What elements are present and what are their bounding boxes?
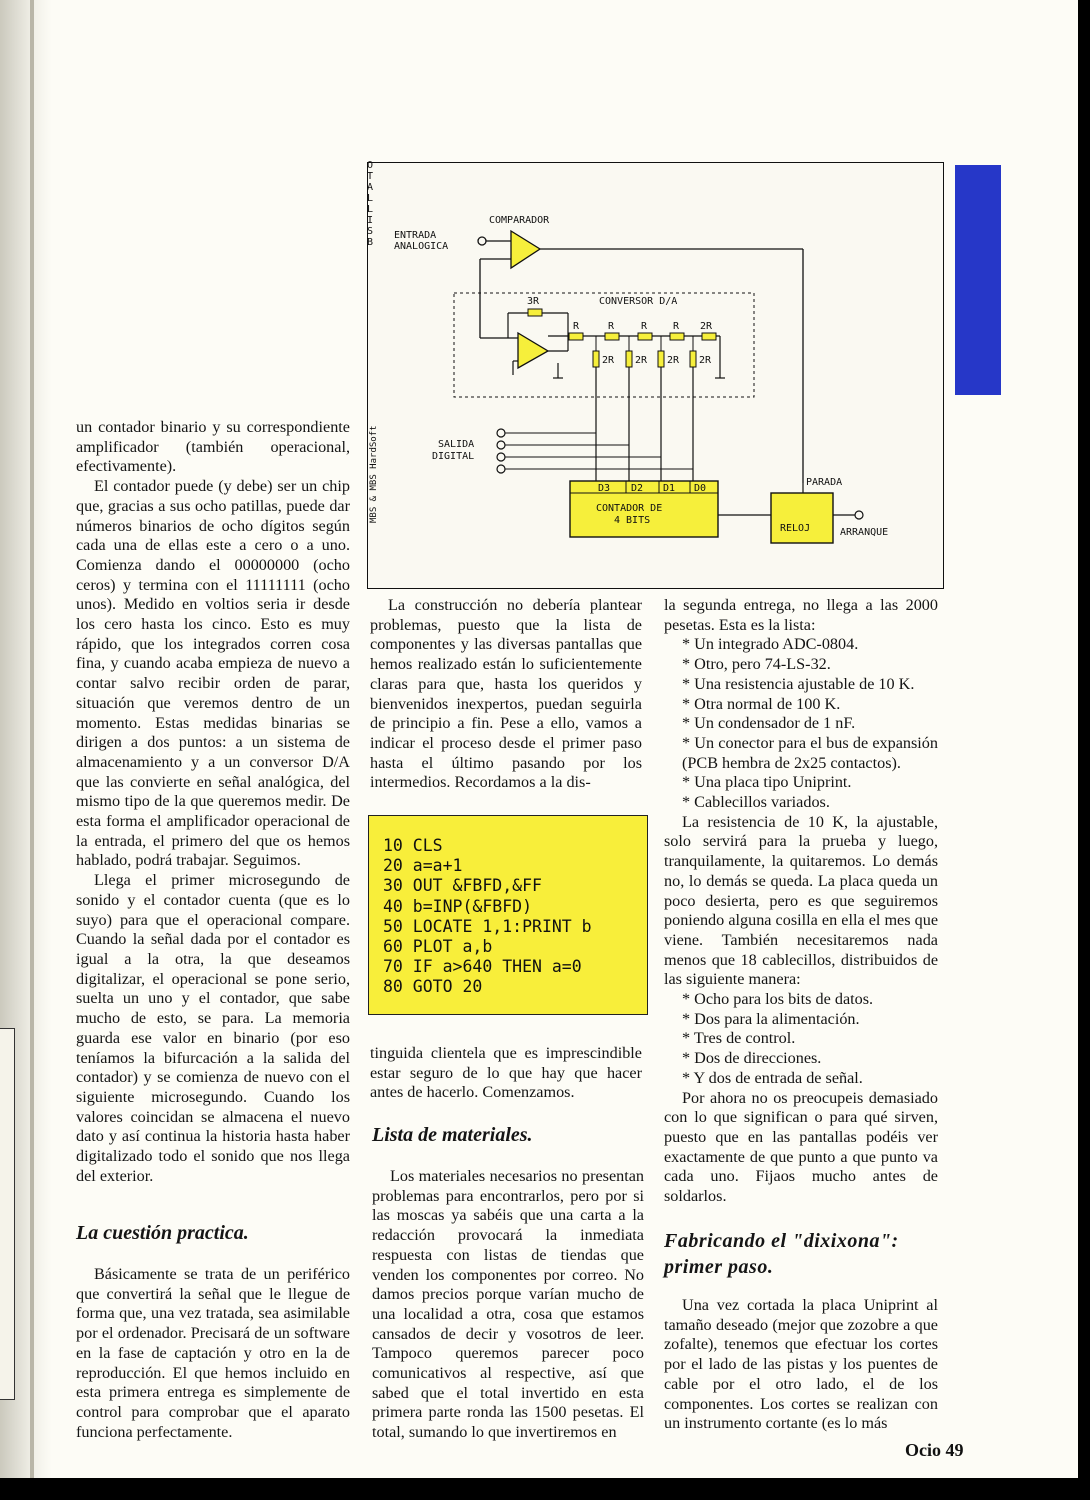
input-label-1: ENTRADA (394, 230, 437, 241)
section-a-body (76, 1265, 350, 1442)
r2-shunt-label: 2R (602, 355, 615, 366)
facing-page-box (0, 1028, 15, 1400)
paragraph: La construcción no debería plantear problemas, puesto que la lista de componentes y las diversas pantallas que hemos realizado están lo suficientemente claras para que, hasta los queridos y bienvenidos inexpertos, puedan seguirla de principio a fin. Pese a ello, vamos a indicar el proceso desde el primer paso hasta el último pasando por los intermedios. Recordamos a la dis- (370, 596, 642, 792)
list-item: * Un integrado ADC-0804. (682, 635, 859, 654)
wires-list (664, 990, 938, 1089)
section-heading: La cuestión practica. (76, 1222, 249, 1244)
r-label: R (641, 321, 648, 332)
paragraph: tinguida clientela que es imprescindible estar seguro de lo que hay que hacer antes de hacerlo. Comenzamos. (370, 1044, 642, 1102)
r-label: R (608, 321, 615, 332)
dac-box (454, 293, 754, 397)
code-line: 80 GOTO 20 (383, 977, 483, 997)
r3-label: 3R (527, 296, 540, 307)
counter-label-2: 4 BITS (614, 515, 651, 526)
resistor-r (638, 333, 652, 340)
list-item: * Dos de direcciones. (682, 1049, 822, 1068)
diagram-credit: OTALLIS B (367, 160, 374, 248)
resistor-3r (528, 309, 542, 316)
adc-block-diagram (367, 162, 944, 589)
scan-border-bottom (0, 1478, 1090, 1500)
paragraph: Llega el primer microsegundo de sonido y el contador cuenta (que es lo suyo) para que el operacional compare. Cuando la señal dada por el contador es igual a la otra, la que deseamos digitalizar, el operacional se pone serio, suelta un uno y el contador, que sabe mucho de esto, se para. La memoria guarda ese valor en binario (por eso teníamos la bifurcación a la salida del contador) y se comienza de nuevo con el siguiente microsegundo. Cuando los valores coincidan se almacena el nuevo dato y así continua la historia hasta haber digitalizado todo el sonido que nos llega del exterior. (76, 871, 350, 1185)
input-terminal (478, 237, 486, 245)
code-line: 20 a=a+1 (383, 856, 463, 876)
page-folio: Ocio 49 (905, 1440, 964, 1460)
code-line: 60 PLOT a,b (383, 937, 493, 957)
code-line: 50 LOCATE 1,1:PRINT b (383, 916, 592, 936)
column-2 (370, 596, 642, 793)
column-3 (664, 596, 938, 1207)
resistor-2r (702, 333, 716, 340)
materials-list (664, 635, 938, 812)
digital-output-terminals (497, 429, 693, 473)
clock-label: RELOJ (780, 523, 811, 534)
code-line: 10 CLS (383, 836, 443, 855)
paragraph: Básicamente se trata de un periférico que convertirá la señal que le llegue de forma que, una vez tratada, sea asimilable por el ordenador. Precisará de un software en la fase de captación y otro en la de reproducción. El que hemos incluido en esta primera entrega es simplemente de control para comprobar que el aparato funciona perfectamente. (76, 1265, 350, 1441)
comparator-symbol (511, 231, 540, 268)
list-item: * Una resistencia ajustable de 10 K. (682, 674, 915, 693)
list-item: * Cablecillos variados. (682, 793, 830, 812)
output-label-1: SALIDA (438, 439, 475, 450)
start-label: ARRANQUE (840, 527, 889, 538)
r-label: R (573, 321, 580, 332)
clock-block (771, 493, 833, 543)
section-a (76, 1222, 350, 1441)
column-2-continued (370, 1044, 642, 1103)
d0-label: D0 (694, 483, 707, 494)
scan-border-right (1078, 0, 1090, 1500)
code-line: 70 IF a>640 THEN a=0 (383, 957, 582, 977)
section-heading: Fabricando el "dixixona": primer paso. (664, 1230, 899, 1278)
d3-label: D3 (598, 483, 611, 494)
section-c-body (664, 1296, 938, 1434)
list-item: * Y dos de entrada de señal. (682, 1068, 863, 1087)
output-label-2: DIGITAL (432, 451, 475, 462)
dac-amplifier-symbol (518, 333, 548, 368)
paragraph: la segunda entrega, no llega a las 2000 pesetas. Esta es la lista: (664, 596, 938, 634)
r2-shunt-label: 2R (635, 355, 648, 366)
section-b-body (372, 1167, 644, 1443)
r2-label: 2R (700, 321, 713, 332)
input-label-2: ANALOGICA (394, 241, 449, 252)
paragraph: Por ahora no os preocupeis demasiado con lo que significan o para qué sirven, puesto que en las pantallas podéis ver exactamente de que punto a que punto va cada uno. Fijaos mucho antes de soldarlos. (664, 1088, 938, 1206)
basic-listing (368, 815, 648, 1015)
section-color-tab (955, 165, 1001, 395)
counter-label-1: CONTADOR DE (596, 503, 663, 514)
paragraph: La resistencia de 10 K, la ajustable, solo servirá para la prueba y luego, tranquilamente, la quitaremos. Lo demás no, lo demás se queda. La placa queda un poco desierta, pero es que seguiremos poniendo alguna cosilla en ella el mes que viene. También necesitaremos nada menos que 18 cablecillos, distribuidos de las siguiente manera: (664, 812, 938, 989)
diagram-credit-2: MBS & MBS HardSoft (369, 425, 379, 523)
r2-shunt-label: 2R (667, 355, 680, 366)
list-item: * Dos para la alimentación. (682, 1009, 860, 1028)
paragraph: El contador puede (y debe) ser un chip que, gracias a sus ocho patillas, puede dar números binarios de ocho dígitos según cada una de ellas este a cero o a uno. Comienza dando el 00000000 (ocho ceros) y termina con el 11111111 (ocho unos). Medido en voltios seria ir desde los cero hasta los cinco. Esto es muy rápido, que los integrados corren cosa fina, y cuando acaba empieza de nuevo a contar salvo recibir orden de parar, situación que veremos dentro de un momento. Estas medidas binarias se dirigen a dos puntos: a un sistema de almacenamiento y a un conversor D/A que las convierte en señal analógica, del mismo tipo de la que queremos medir. De esta forma el amplificador operacional de la entrada, el primero del que os hemos hablado, podrá trabajar. Seguimos. (76, 477, 350, 870)
resistor-r (605, 333, 619, 340)
start-terminal (855, 511, 863, 519)
section-heading: Lista de materiales. (372, 1124, 533, 1146)
diagram-svg (368, 163, 943, 588)
list-item: * Otra normal de 100 K. (682, 694, 841, 713)
comparator-label: COMPARADOR (489, 215, 550, 226)
section-c (664, 1228, 938, 1280)
d1-label: D1 (663, 483, 676, 494)
paragraph: un contador binario y su correspondiente amplificador (también operacional, efectivamente). (76, 418, 350, 476)
list-item: * Un conector para el bus de expansión (PCB hembra de 2x25 contactos). (682, 733, 938, 772)
resistor-r (569, 333, 583, 340)
dac-label: CONVERSOR D/A (599, 296, 678, 307)
resistor-r (670, 333, 684, 340)
page-edge (30, 0, 34, 1500)
list-item: * Un condensador de 1 nF. (682, 714, 856, 733)
r2-shunt-label: 2R (699, 355, 712, 366)
paragraph: Los materiales necesarios no presentan problemas para encontrarlos, pero por si las moscas ya sabéis que una carta a la redacción provocará la inmediata respuesta con listas de tiendas que venden los componentes por correo. No damos precios porque varían mucho de una localidad a otra, cosa que estamos cansados de decir y vosotros de leer. Tampoco queremos parecer poco comunicativos al respective, así que sabed que el total invertido en esta primera parte ronda las 1500 pesetas. El total, sumando lo que invertiremos en (372, 1167, 644, 1442)
code-line: 30 OUT &FBFD,&FF (383, 876, 542, 896)
list-item: * Tres de control. (682, 1029, 796, 1048)
column-1 (76, 418, 350, 1186)
paragraph: Una vez cortada la placa Uniprint al tamaño deseado (mejor que zozobre a que zofalte), tenemos que efectuar los cortes por el lado de las pistas y los puentes de cable por el otro lado, el de los componentes. Los cortes se realizan con un instrumento cortante (es lo más (664, 1296, 938, 1433)
code-line: 40 b=INP(&FBFD) (383, 896, 533, 916)
list-item: * Una placa tipo Uniprint. (682, 773, 852, 792)
r-label: R (673, 321, 680, 332)
list-item: * Otro, pero 74-LS-32. (682, 655, 831, 674)
d2-label: D2 (631, 483, 644, 494)
section-b (372, 1124, 644, 1442)
list-item: * Ocho para los bits de datos. (682, 990, 874, 1009)
stop-label: PARADA (806, 477, 843, 488)
